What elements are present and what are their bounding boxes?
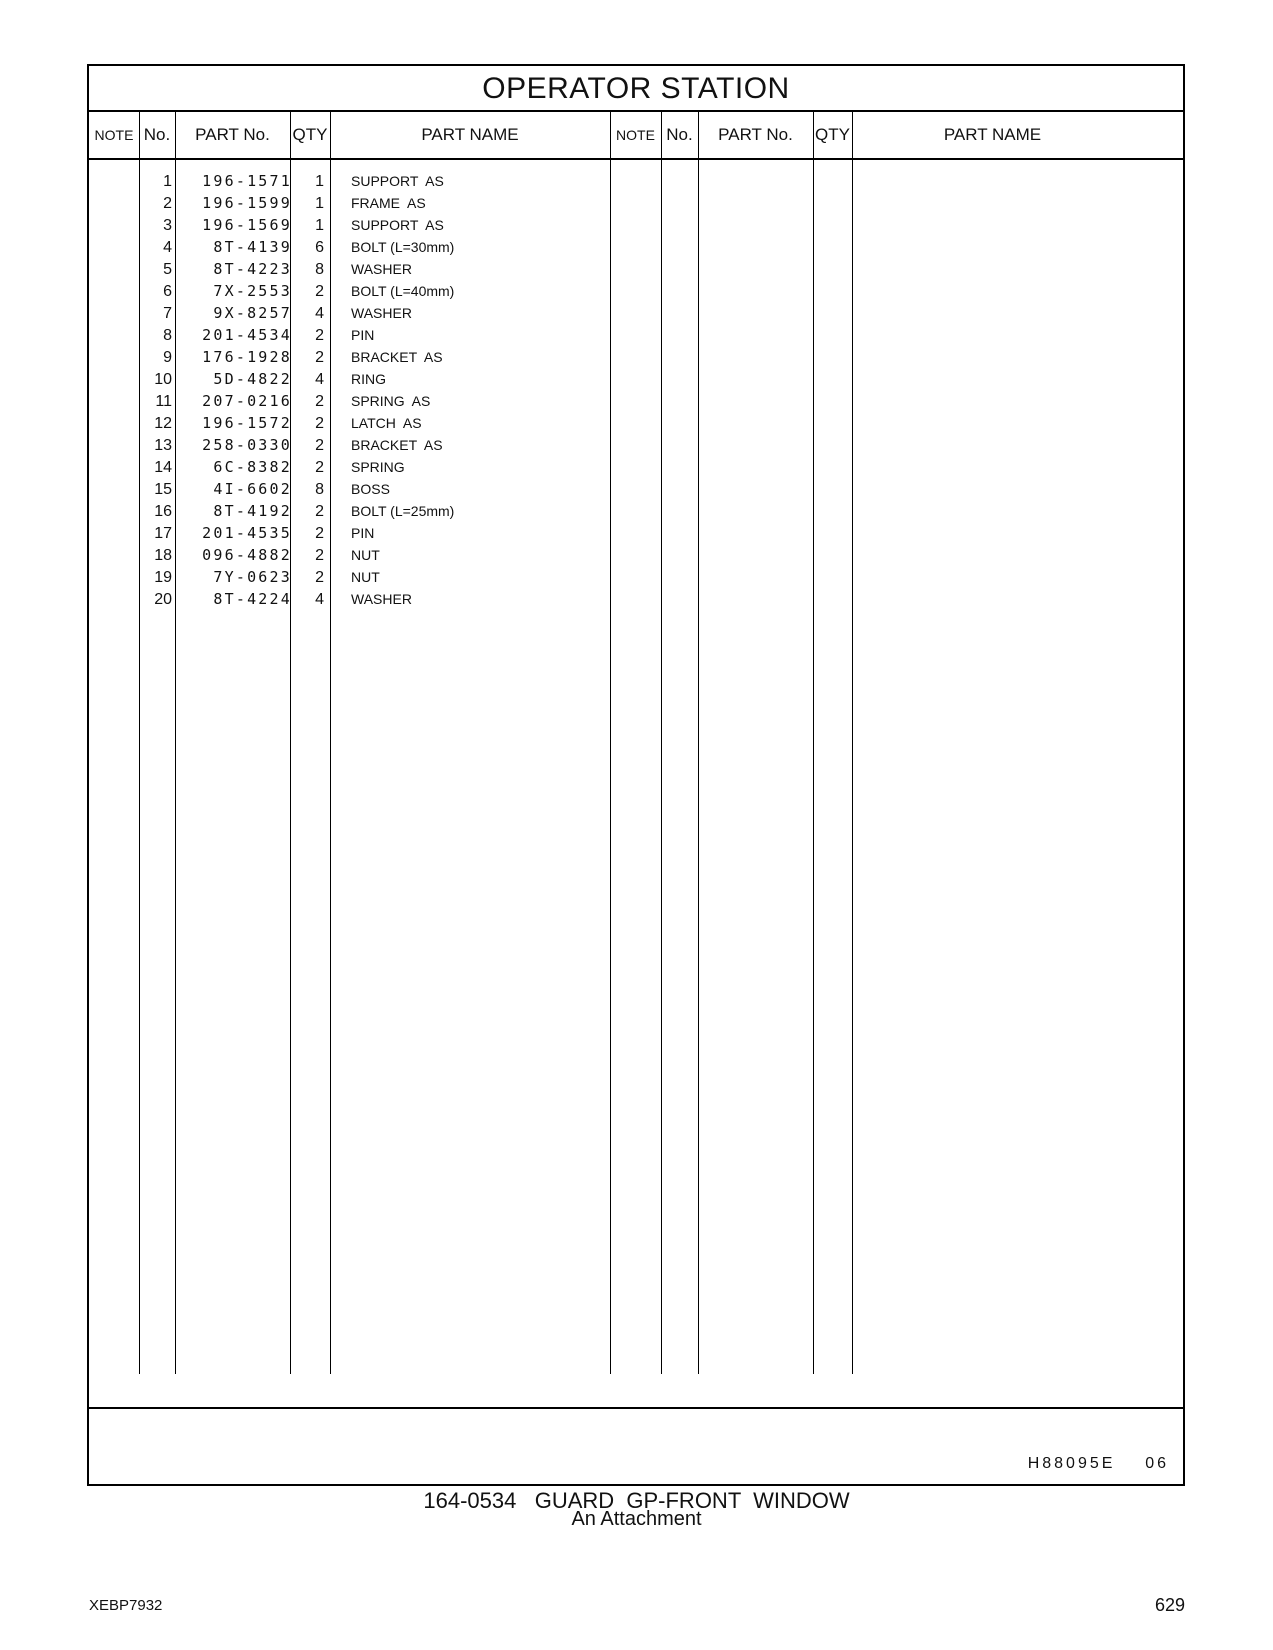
page-number: 629 xyxy=(1154,1595,1185,1615)
table-row xyxy=(89,478,1183,501)
part-number: 258-0330 xyxy=(202,436,292,454)
table-row xyxy=(89,192,1183,215)
quantity: 2 xyxy=(315,327,324,344)
part-number: 8T-4139 xyxy=(213,238,292,256)
quantity: 2 xyxy=(315,459,324,476)
item-number: 12 xyxy=(154,415,172,432)
header-part-no-left: PART No. xyxy=(195,125,270,144)
part-number: 196-1569 xyxy=(202,216,292,234)
table-row xyxy=(89,236,1183,259)
quantity: 4 xyxy=(315,371,324,388)
group-subcaption: An Attachment xyxy=(571,1508,702,1530)
part-number: 4I-6602 xyxy=(213,480,292,498)
table-row xyxy=(89,544,1183,567)
header-qty-right: QTY xyxy=(815,125,850,144)
header-no-left: No. xyxy=(143,125,171,144)
part-name: WASHER xyxy=(351,261,412,277)
quantity: 1 xyxy=(315,195,324,212)
quantity: 2 xyxy=(315,415,324,432)
item-number: 1 xyxy=(163,173,172,190)
item-number: 15 xyxy=(154,481,172,498)
part-name: FRAME AS xyxy=(351,195,426,211)
part-number: 096-4882 xyxy=(202,546,292,564)
quantity: 8 xyxy=(315,481,324,498)
item-number: 2 xyxy=(163,195,172,212)
header-part-name-right: PART NAME xyxy=(943,125,1042,144)
table-row xyxy=(89,412,1183,435)
item-number: 19 xyxy=(154,569,172,586)
part-number: 7X-2553 xyxy=(213,282,292,300)
part-name: PIN xyxy=(351,525,375,541)
part-name: LATCH AS xyxy=(351,415,422,431)
quantity: 4 xyxy=(315,305,324,322)
table-row xyxy=(89,434,1183,457)
part-number: 196-1572 xyxy=(202,414,292,432)
table-row xyxy=(89,302,1183,325)
quantity: 2 xyxy=(315,437,324,454)
quantity: 6 xyxy=(315,239,324,256)
part-number: 6C-8382 xyxy=(213,458,292,476)
item-number: 18 xyxy=(154,547,172,564)
item-number: 5 xyxy=(163,261,172,278)
table-row xyxy=(89,522,1183,545)
header-part-name-left: PART NAME xyxy=(421,125,519,144)
table-row xyxy=(89,368,1183,391)
quantity: 1 xyxy=(315,217,324,234)
item-number: 17 xyxy=(154,525,172,542)
table-row xyxy=(89,500,1183,523)
part-name: SPRING AS xyxy=(351,393,431,409)
part-number: 201-4535 xyxy=(202,524,292,542)
part-number: 7Y-0623 xyxy=(213,568,292,586)
item-number: 11 xyxy=(155,393,172,410)
table-row xyxy=(89,588,1183,611)
part-name: NUT xyxy=(351,569,380,585)
quantity: 2 xyxy=(315,547,324,564)
table-row xyxy=(89,566,1183,589)
part-name: BOLT (L=30mm) xyxy=(351,239,455,255)
quantity: 4 xyxy=(315,591,324,608)
item-number: 16 xyxy=(154,503,172,520)
part-name: WASHER xyxy=(351,591,412,607)
item-number: 9 xyxy=(163,349,172,366)
part-name: BOLT (L=40mm) xyxy=(351,283,455,299)
table-header-row xyxy=(89,112,1183,160)
table-row xyxy=(89,324,1183,347)
header-note-left: NOTE xyxy=(94,127,134,143)
part-name: BRACKET AS xyxy=(351,437,443,453)
part-name: BOSS xyxy=(351,481,390,497)
item-number: 13 xyxy=(154,437,172,454)
table-row xyxy=(89,214,1183,237)
quantity: 8 xyxy=(315,261,324,278)
item-number: 6 xyxy=(163,283,172,300)
quantity: 2 xyxy=(315,349,324,366)
item-number: 7 xyxy=(163,305,172,322)
item-number: 20 xyxy=(154,591,172,608)
quantity: 1 xyxy=(315,173,324,190)
part-name: SUPPORT AS xyxy=(351,217,444,233)
part-name: WASHER xyxy=(351,305,412,321)
part-number: 196-1599 xyxy=(202,194,292,212)
illustration-reference-code: H88095E 06 xyxy=(1027,1455,1169,1472)
part-name: BOLT (L=25mm) xyxy=(351,503,455,519)
quantity: 2 xyxy=(315,569,324,586)
item-number: 10 xyxy=(154,371,172,388)
table-row xyxy=(89,280,1183,303)
table-row xyxy=(89,346,1183,369)
quantity: 2 xyxy=(315,393,324,410)
part-number: 201-4534 xyxy=(202,326,292,344)
quantity: 2 xyxy=(315,503,324,520)
part-name: NUT xyxy=(351,547,380,563)
part-name: BRACKET AS xyxy=(351,349,443,365)
table-row xyxy=(89,258,1183,281)
table-row xyxy=(89,390,1183,413)
part-name: PIN xyxy=(351,327,375,343)
part-number: 5D-4822 xyxy=(213,370,292,388)
part-name: RING xyxy=(351,371,386,387)
part-number: 8T-4223 xyxy=(213,260,292,278)
part-number: 176-1928 xyxy=(202,348,292,366)
part-number: 196-1571 xyxy=(202,172,292,190)
group-caption: 164-0534 GUARD GP-FRONT WINDOW xyxy=(423,1488,850,1513)
table-row xyxy=(89,170,1183,193)
table-row xyxy=(89,456,1183,479)
part-name: SPRING xyxy=(351,459,405,475)
table-bottom-rule xyxy=(89,1407,1183,1409)
header-qty-left: QTY xyxy=(292,125,328,144)
item-number: 3 xyxy=(163,217,172,234)
part-number: 9X-8257 xyxy=(213,304,292,322)
parts-table-frame xyxy=(87,64,1185,1486)
part-name: SUPPORT AS xyxy=(351,173,444,189)
item-number: 4 xyxy=(163,239,172,256)
quantity: 2 xyxy=(315,525,324,542)
part-number: 8T-4224 xyxy=(213,590,292,608)
header-no-right: No. xyxy=(666,125,693,144)
section-title: OPERATOR STATION xyxy=(89,66,1183,112)
item-number: 14 xyxy=(154,459,172,476)
header-note-right: NOTE xyxy=(616,127,655,143)
item-number: 8 xyxy=(163,327,172,344)
document-id: XEBP7932 xyxy=(89,1597,163,1614)
quantity: 2 xyxy=(315,283,324,300)
part-number: 207-0216 xyxy=(202,392,292,410)
part-number: 8T-4192 xyxy=(213,502,292,520)
header-part-no-right: PART No. xyxy=(718,125,793,144)
